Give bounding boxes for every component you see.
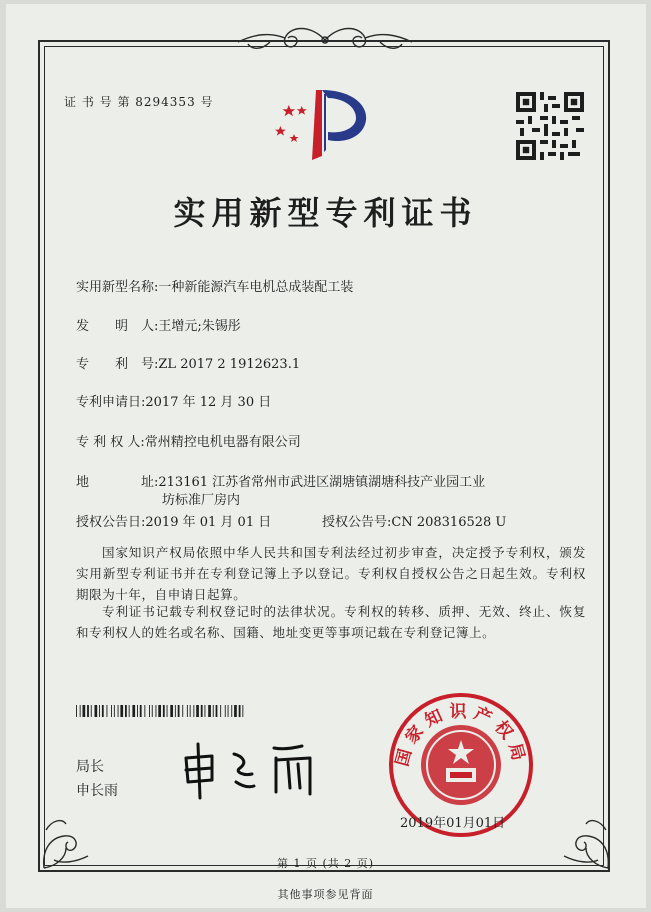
address-line-1: 213161 江苏省常州市武进区湖塘镇湖塘科技产业园工业	[158, 475, 486, 490]
barcode-bar	[234, 705, 237, 717]
barcode-bar	[99, 705, 100, 717]
barcode-bar	[201, 705, 203, 717]
utility-model-name-label: 实用新型名称:	[76, 280, 159, 295]
grant-statement-paragraph: 国家知识产权局依照中华人民共和国专利法经过初步审查，决定授予专利权，颁发实用新型专利证书并在专利登记簿上予以登记。专利权自授权公告之日起生效。专利权期限为十年，自申请日起算。	[76, 545, 586, 602]
patent-holder-label: 专 利 权 人:	[76, 435, 145, 450]
barcode-bar	[228, 705, 229, 717]
barcode-bar	[216, 705, 218, 717]
barcode-bar	[213, 705, 214, 717]
signature-name: 申长雨	[76, 783, 118, 799]
handwritten-signature	[178, 740, 328, 804]
grant-date-value: 2019 年 01 月 01 日	[145, 515, 272, 530]
filing-date-row	[76, 391, 271, 410]
barcode-bar	[114, 705, 115, 717]
patent-number-row	[76, 353, 300, 372]
barcode-bar	[225, 705, 226, 717]
address-line-2: 坊标准厂房内	[162, 493, 241, 508]
barcode-bar	[190, 705, 191, 717]
grant-date-row	[76, 511, 271, 530]
barcode-bar	[137, 705, 138, 717]
barcode	[76, 705, 244, 717]
filing-date-label: 专利申请日:	[76, 395, 146, 410]
seal-date: 2019年01月01日	[400, 816, 506, 831]
address-row	[76, 471, 485, 490]
certificate-title: 实用新型专利证书	[173, 194, 478, 232]
barcode-bar	[170, 705, 173, 717]
barcode-bar	[149, 705, 150, 717]
utility-model-name-value: 一种新能源汽车电机总成装配工装	[158, 280, 354, 295]
grant-number-row	[322, 511, 506, 530]
grant-date-label: 授权公告日:	[76, 515, 146, 530]
grant-number-value: CN 208316528 U	[391, 515, 507, 530]
barcode-bar	[167, 705, 168, 717]
patent-holder-row	[76, 431, 301, 450]
barcode-bar	[83, 705, 86, 717]
barcode-bar	[129, 705, 130, 717]
seal-text: 国家知识产权局	[392, 702, 530, 769]
barcode-bar	[118, 705, 119, 717]
barcode-bar	[163, 705, 165, 717]
barcode-bar	[220, 705, 221, 717]
grant-number-label: 授权公告号:	[322, 515, 392, 530]
page-indicator: 第 1 页 (共 2 页)	[276, 857, 375, 870]
patent-office-logo	[272, 84, 372, 164]
barcode-bar	[102, 705, 104, 717]
barcode-bar	[187, 705, 188, 717]
barcode-bar	[231, 705, 232, 717]
top-ornament	[230, 22, 420, 58]
barcode-bar	[120, 705, 123, 717]
barcode-bar	[107, 705, 108, 717]
inventor-value: 王增元;朱锡彤	[158, 319, 241, 334]
back-side-note: 其他事项参见背面	[277, 888, 374, 901]
barcode-bar	[242, 705, 243, 717]
barcode-bar	[156, 705, 157, 717]
address-label: 地 址:	[76, 475, 159, 490]
barcode-bar	[87, 705, 89, 717]
barcode-bar	[91, 705, 92, 717]
legal-status-paragraph: 专利证书记载专利权登记时的法律状况。专利权的转移、质押、无效、终止、恢复和专利权人的姓名或名称、国籍、地址变更等事项记载在专利登记簿上。	[76, 604, 586, 640]
barcode-bar	[125, 705, 127, 717]
barcode-bar	[193, 705, 194, 717]
barcode-bar	[152, 705, 153, 717]
barcode-bar	[205, 705, 206, 717]
inventor-row	[76, 315, 241, 334]
filing-date-value: 2017 年 12 月 30 日	[145, 395, 272, 410]
qr-code	[516, 92, 584, 160]
barcode-bar	[158, 705, 161, 717]
barcode-bar	[239, 705, 241, 717]
barcode-bar	[196, 705, 199, 717]
barcode-bar	[80, 705, 81, 717]
patent-number-value: ZL 2017 2 1912623.1	[158, 357, 301, 372]
barcode-bar	[95, 705, 98, 717]
barcode-bar	[178, 705, 180, 717]
barcode-bar	[140, 705, 142, 717]
utility-model-name-row	[76, 276, 353, 295]
signature-role: 局长	[76, 759, 104, 775]
barcode-bar	[132, 705, 135, 717]
barcode-bar	[111, 705, 112, 717]
patent-holder-value: 常州精控电机电器有限公司	[144, 435, 301, 450]
barcode-bar	[182, 705, 183, 717]
inventor-label: 发 明 人:	[76, 319, 159, 334]
barcode-bar	[208, 705, 211, 717]
barcode-bar	[175, 705, 176, 717]
barcode-bar	[76, 705, 77, 717]
certificate-number: 证 书 号 第 8294353 号	[64, 95, 214, 109]
patent-number-label: 专 利 号:	[76, 357, 159, 372]
barcode-bar	[144, 705, 145, 717]
